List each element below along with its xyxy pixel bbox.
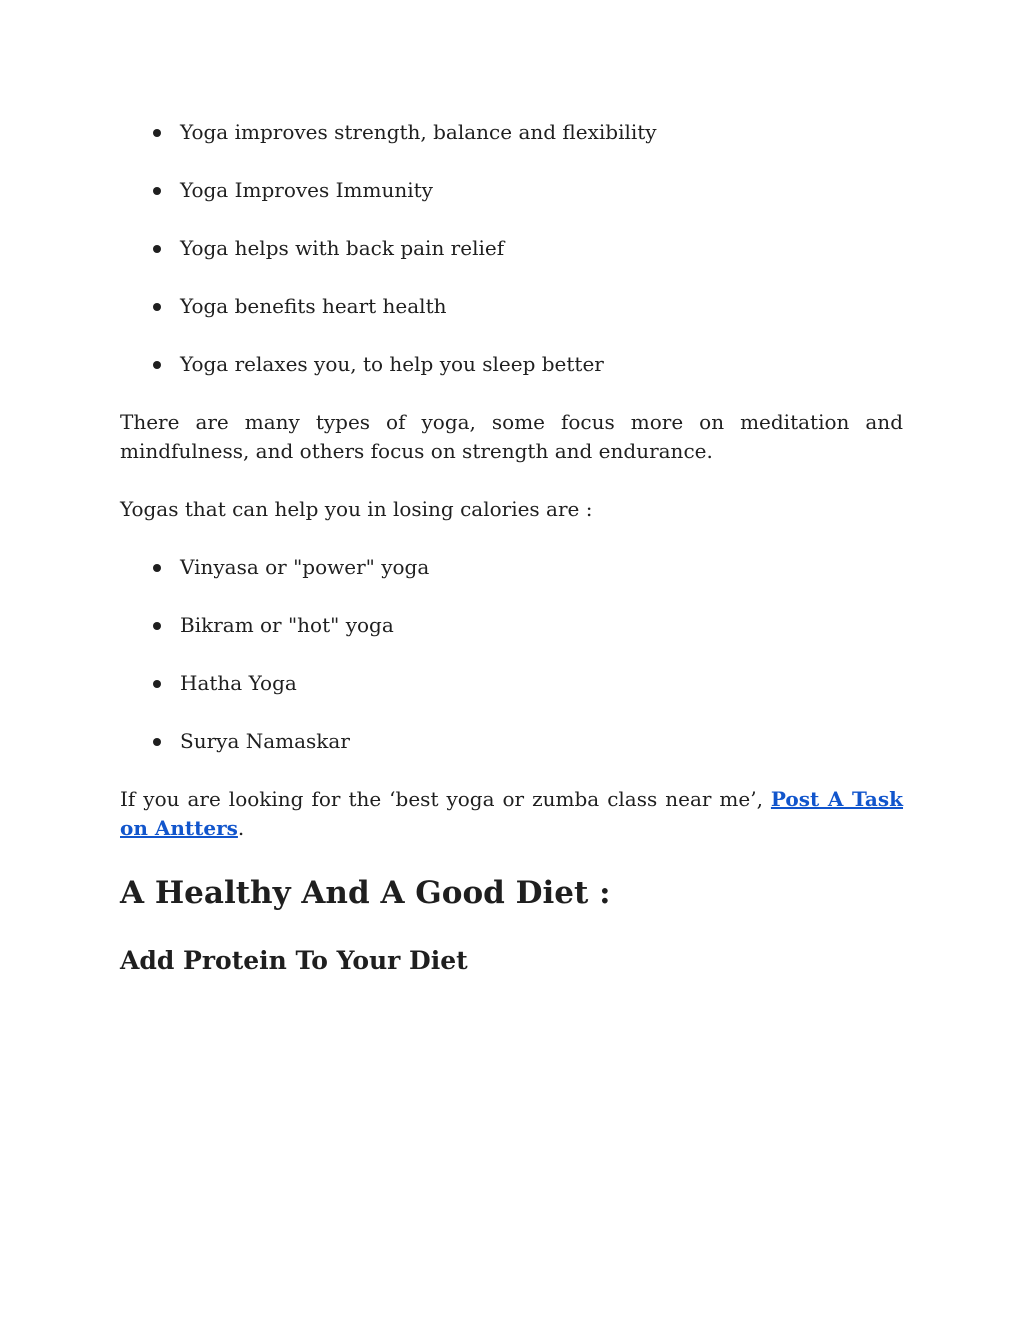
yoga-benefits-list: [120, 118, 657, 408]
subsection-heading-protein: Add Protein To Your Diet: [120, 946, 468, 975]
bullet-icon: [153, 680, 161, 688]
list-item-text: Hatha Yoga: [180, 671, 297, 695]
list-item: [120, 234, 657, 292]
list-item: [120, 350, 657, 408]
list-item-text: Yoga helps with back pain relief: [180, 236, 505, 260]
bullet-icon: [153, 129, 161, 137]
post-task-link[interactable]: Post A Task on Antters: [120, 787, 904, 840]
list-item-text: Vinyasa or "power" yoga: [180, 555, 430, 579]
list-item-text: Bikram or "hot" yoga: [180, 613, 394, 637]
list-item: [120, 611, 429, 669]
bullet-icon: [153, 187, 161, 195]
bullet-icon: [153, 245, 161, 253]
cta-trailing: .: [237, 816, 245, 840]
list-item-text: Yoga improves strength, balance and flexibility: [180, 120, 657, 144]
bullet-icon: [153, 622, 161, 630]
cta-paragraph: [120, 785, 903, 843]
list-item: [120, 176, 657, 234]
list-item: [120, 727, 429, 785]
bullet-icon: [153, 303, 161, 311]
list-item-text: Yoga relaxes you, to help you sleep better: [180, 352, 604, 376]
list-item-text: Yoga Improves Immunity: [180, 178, 433, 202]
yoga-types-paragraph: There are many types of yoga, some focus more on meditation and mindfulness, and others focus on strength and endurance.: [120, 410, 903, 463]
list-item: [120, 669, 429, 727]
section-heading-diet: A Healthy And A Good Diet :: [120, 875, 611, 911]
bullet-icon: [153, 738, 161, 746]
calories-intro-paragraph: Yogas that can help you in losing calories are :: [120, 497, 593, 521]
bullet-icon: [153, 361, 161, 369]
list-item: [120, 292, 657, 350]
bullet-icon: [153, 564, 161, 572]
list-item-text: Surya Namaskar: [180, 729, 350, 753]
list-item: [120, 553, 429, 611]
calorie-yogas-list: [120, 553, 429, 785]
cta-text: If you are looking for the ‘best yoga or zumba class near me’,: [120, 787, 771, 811]
list-item: [120, 118, 657, 176]
list-item-text: Yoga benefits heart health: [180, 294, 447, 318]
